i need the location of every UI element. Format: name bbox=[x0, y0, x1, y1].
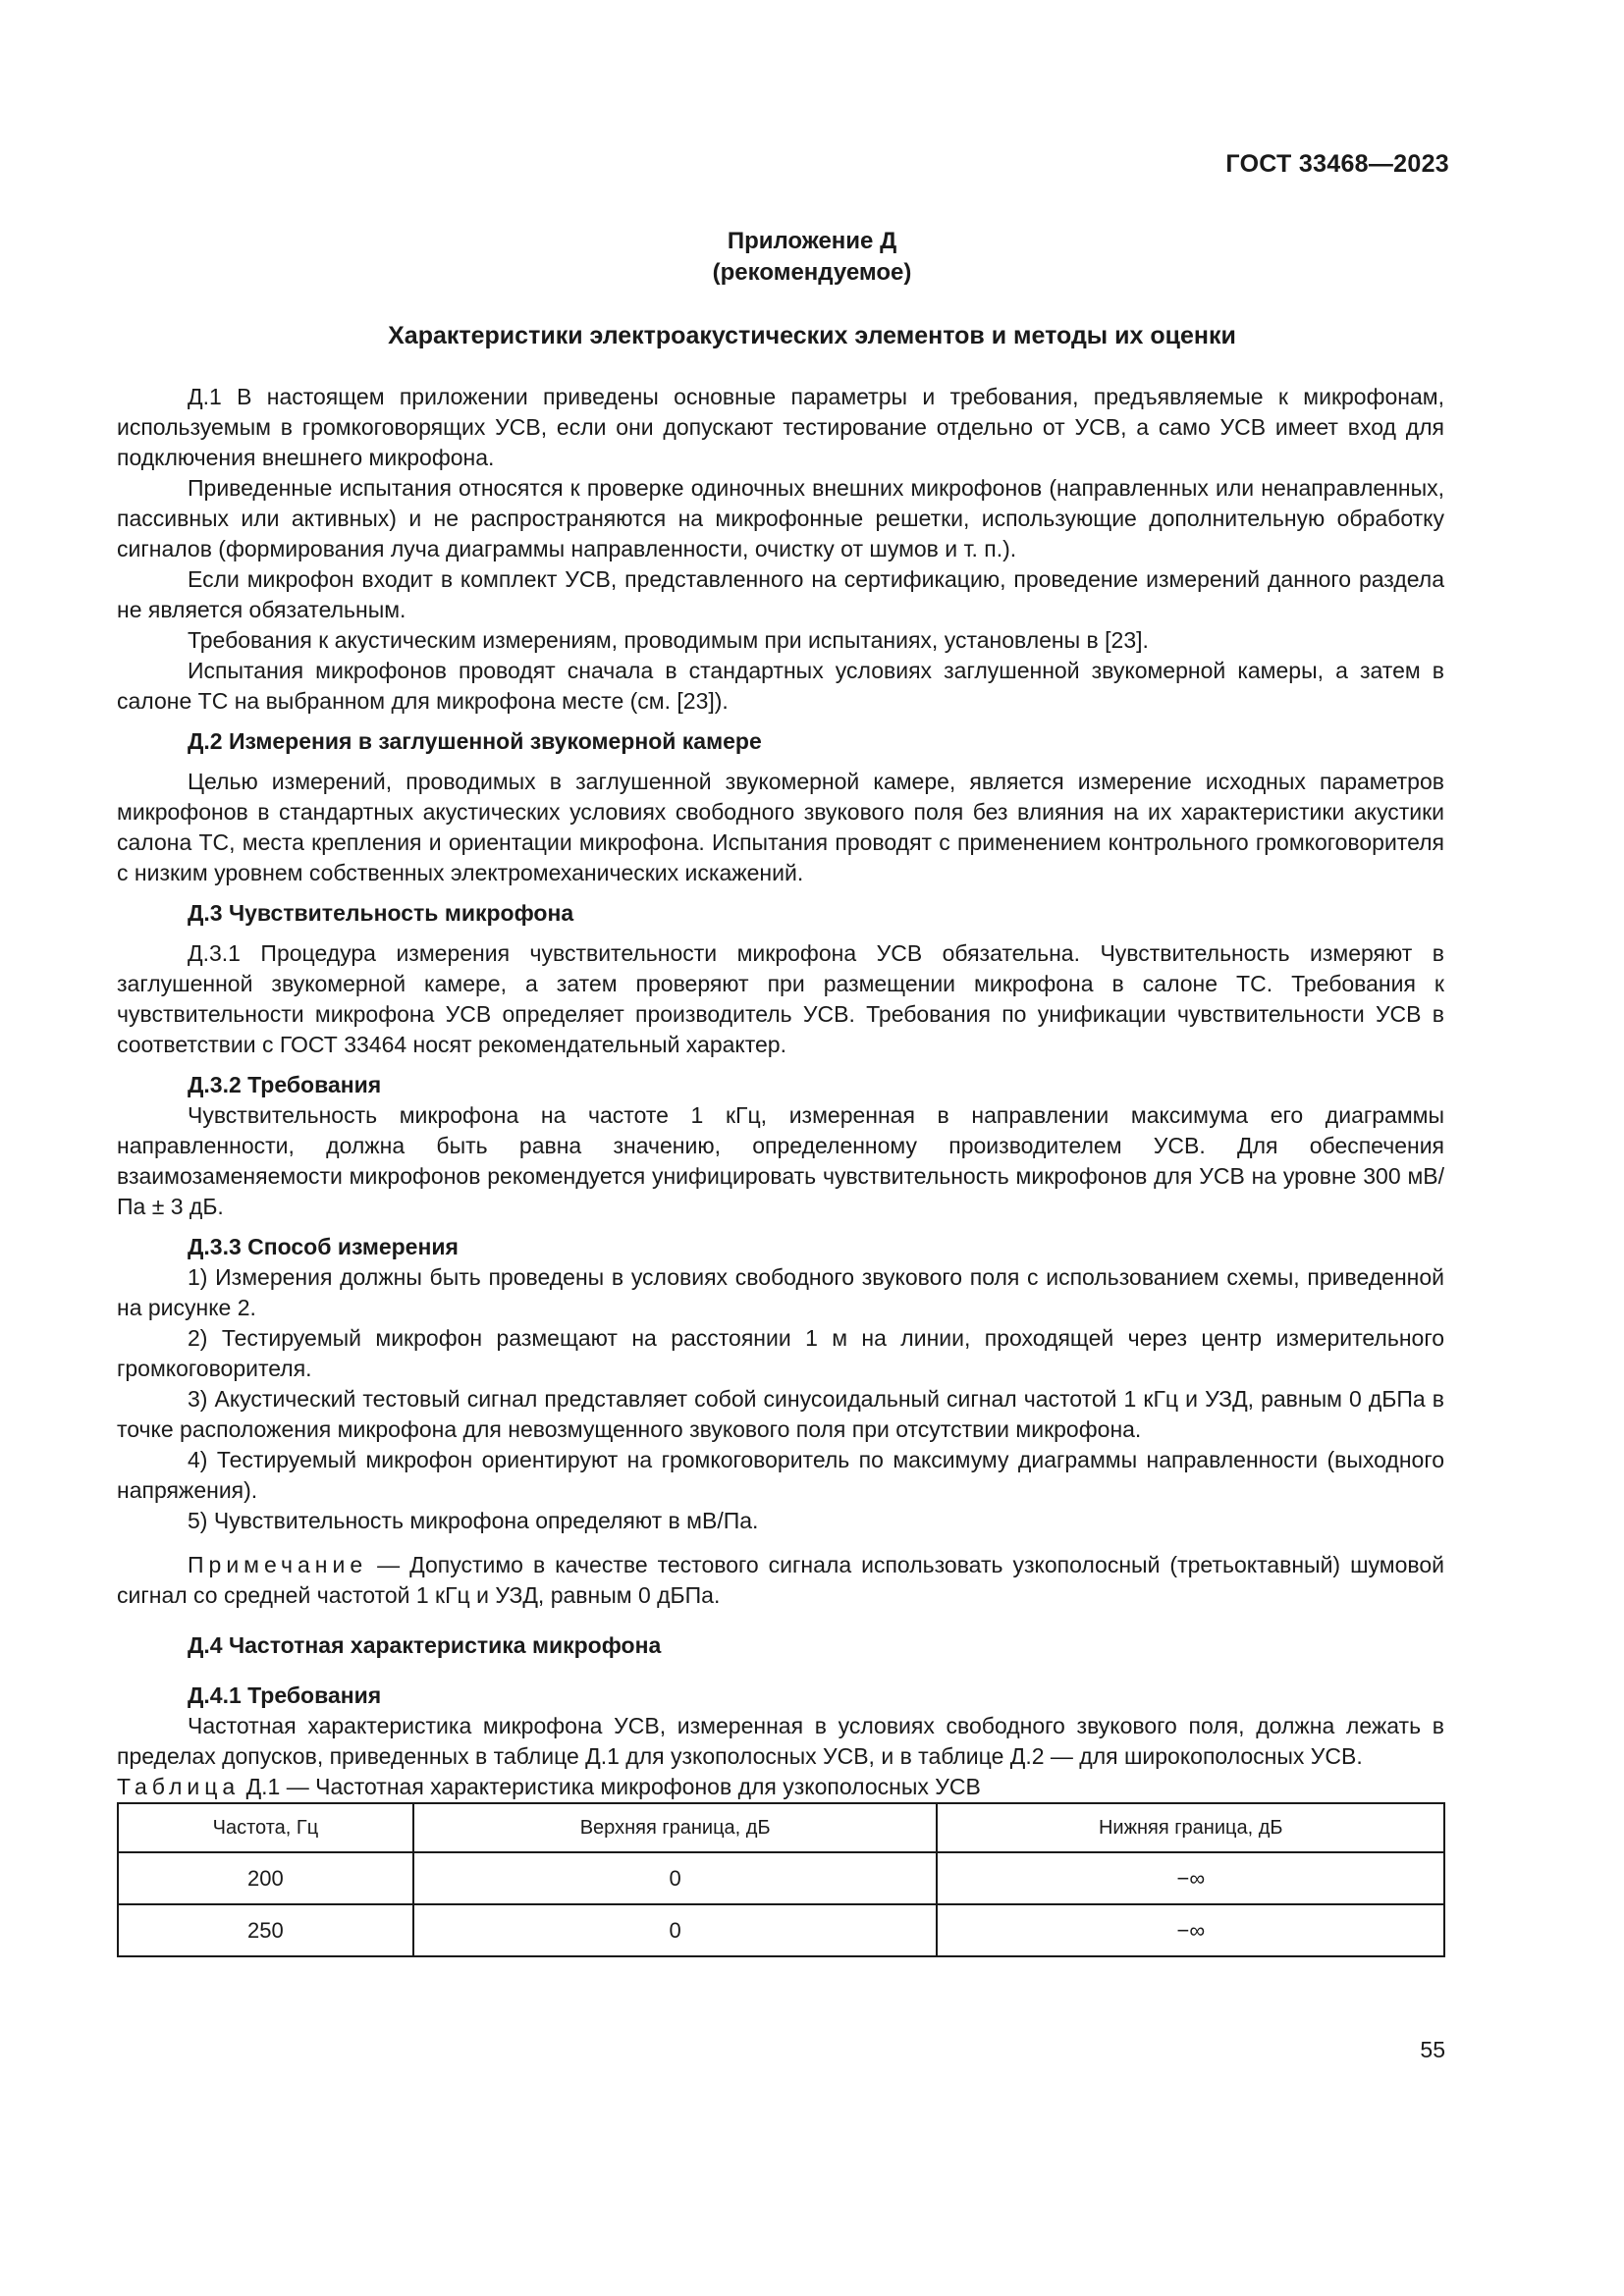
paragraph: Если микрофон входит в комплект УСВ, представленного на сертификацию, проведение измерений данного раздела не является обязательным. bbox=[117, 566, 1444, 622]
paragraph: Требования к акустическим измерениям, проводимым при испытаниях, установлены в [23]. bbox=[188, 627, 1149, 653]
annex-title: Характеристики электроакустических элементов и методы их оценки bbox=[388, 322, 1236, 349]
document-body bbox=[117, 382, 1444, 1957]
table-caption-text: Д.1 — Частотная характеристика микрофонов для узкополосных УСВ bbox=[240, 1774, 981, 1799]
paragraph: Частотная характеристика микрофона УСВ, измеренная в условиях свободного звукового поля, должна лежать в пределах допусков, приведенных в таблице Д.1 для узкополосных УСВ, и в таблице Д.2 — для широкополосных УСВ. bbox=[117, 1713, 1444, 1769]
section-heading: Д.4 Частотная характеристика микрофона bbox=[188, 1632, 662, 1658]
paragraph: Д.1 В настоящем приложении приведены основные параметры и требования, предъявляемые к микрофонам, используемым в громкоговорящих УСВ, если они допускают тестирование отдельно от УСВ, а само УСВ имеет вход для подключения внешнего микрофона. bbox=[117, 384, 1444, 470]
table-cell: −∞ bbox=[937, 1852, 1444, 1904]
note-label: Примечание bbox=[188, 1552, 368, 1577]
annex-status: (рекомендуемое) bbox=[712, 259, 912, 286]
note bbox=[117, 1550, 1444, 1611]
subsection-heading: Д.3.2 Требования bbox=[188, 1072, 382, 1097]
table-cell: 250 bbox=[118, 1904, 413, 1956]
section-heading: Д.3 Чувствительность микрофона bbox=[188, 900, 574, 926]
note-text: — Допустимо в качестве тестового сигнала использовать узкополосный (третьоктавный) шумовой сигнал со средней частотой 1 кГц и УЗД, равным 0 дБПа. bbox=[117, 1552, 1444, 1608]
table-header-row bbox=[118, 1803, 1444, 1852]
table-cell: 0 bbox=[413, 1904, 938, 1956]
paragraph: Испытания микрофонов проводят сначала в стандартных условиях заглушенной звукомерной камеры, а затем в салоне ТС на выбранном для микрофона месте (см. [23]). bbox=[117, 658, 1444, 714]
table-caption-label: Таблица bbox=[117, 1774, 241, 1799]
paragraph: Д.3.1 Процедура измерения чувствительности микрофона УСВ обязательна. Чувствительность измеряют в заглушенной звукомерной камере, а затем проверяют при размещении микрофона в салоне ТС. Требования к чувствительности микрофона УСВ определяет производитель УСВ. Требования по унификации чувствительности УСВ в соответствии с ГОСТ 33464 носят рекомендательный характер. bbox=[117, 940, 1444, 1057]
subsection-heading: Д.3.3 Способ измерения bbox=[188, 1234, 459, 1259]
table-cell: −∞ bbox=[937, 1904, 1444, 1956]
annex-heading bbox=[0, 226, 1624, 289]
table-row bbox=[118, 1904, 1444, 1956]
paragraph: Приведенные испытания относятся к проверке одиночных внешних микрофонов (направленных или ненаправленных, пассивных или активных) и не распространяются на микрофонные решетки, использующие дополнительную обработку сигналов (формирования луча диаграммы направленности, очистку от шумов и т. п.). bbox=[117, 475, 1444, 561]
document-id: ГОСТ 33468—2023 bbox=[1225, 150, 1449, 178]
list-item: 3) Акустический тестовый сигнал представляет собой синусоидальный сигнал частотой 1 кГц и УЗД, равным 0 дБПа в точке расположения микрофона для невозмущенного звукового поля при отсутствии микрофона. bbox=[117, 1386, 1444, 1442]
list-item: 4) Тестируемый микрофон ориентируют на громкоговоритель по максимуму диаграммы направленности (выходного напряжения). bbox=[117, 1447, 1444, 1503]
list-item: 5) Чувствительность микрофона определяют в мВ/Па. bbox=[188, 1508, 759, 1533]
column-header: Верхняя граница, дБ bbox=[413, 1803, 938, 1852]
paragraph: Чувствительность микрофона на частоте 1 кГц, измеренная в направлении максимума его диаграммы направленности, должна быть равна значению, определенному производителем УСВ. Для обеспечения взаимозаменяемости микрофонов рекомендуется унифицировать чувствительность микрофонов для УСВ на уровне 300 мВ/Па ± 3 дБ. bbox=[117, 1102, 1444, 1219]
section-heading: Д.2 Измерения в заглушенной звукомерной камере bbox=[188, 728, 762, 754]
table-cell: 200 bbox=[118, 1852, 413, 1904]
column-header: Частота, Гц bbox=[118, 1803, 413, 1852]
list-item: 1) Измерения должны быть проведены в условиях свободного звукового поля с использованием схемы, приведенной на рисунке 2. bbox=[117, 1264, 1444, 1320]
table-row bbox=[118, 1852, 1444, 1904]
annex-label: Приложение Д bbox=[727, 228, 897, 254]
paragraph: Целью измерений, проводимых в заглушенной звукомерной камере, является измерение исходных параметров микрофонов в стандартных акустических условиях свободного звукового поля без влияния на их характеристики акустики салона ТС, места крепления и ориентации микрофона. Испытания проводят с применением контрольного громкоговорителя с низким уровнем собственных электромеханических искажений. bbox=[117, 769, 1444, 885]
column-header: Нижняя граница, дБ bbox=[937, 1803, 1444, 1852]
subsection-heading: Д.4.1 Требования bbox=[188, 1682, 382, 1708]
table-cell: 0 bbox=[413, 1852, 938, 1904]
page-number: 55 bbox=[1420, 2037, 1445, 2062]
list-item: 2) Тестируемый микрофон размещают на расстоянии 1 м на линии, проходящей через центр измерительного громкоговорителя. bbox=[117, 1325, 1444, 1381]
table-caption bbox=[117, 1772, 1444, 1802]
frequency-table bbox=[117, 1802, 1445, 1957]
